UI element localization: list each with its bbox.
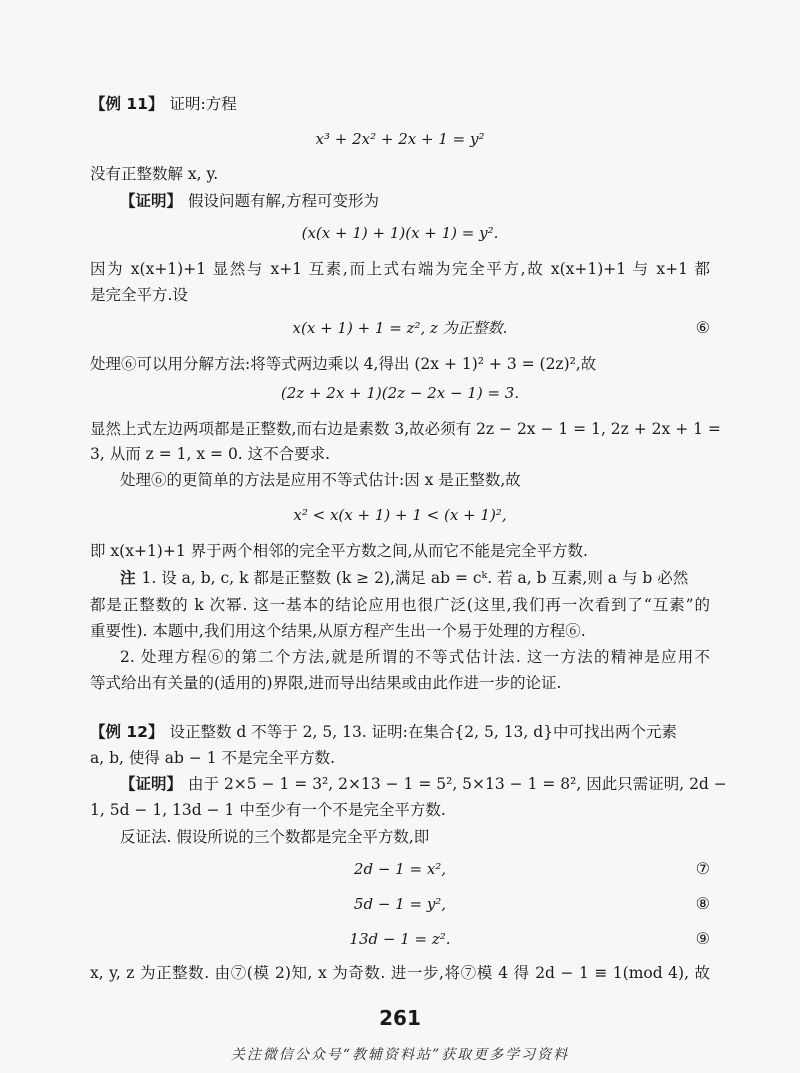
paragraph-line: a, b, 使得 ab − 1 不是完全平方数. bbox=[90, 749, 336, 767]
equation-6-number: ⑥ bbox=[695, 318, 710, 337]
equation-rewrite: (x(x + 1) + 1)(x + 1) = y². bbox=[301, 224, 499, 242]
no-solution-line: 没有正整数解 x, y. bbox=[90, 165, 219, 183]
paragraph-line: 2. 处理方程⑥的第二个方法,就是所谓的不等式估计法. 这一方法的精神是应用不 bbox=[120, 648, 710, 666]
paragraph-line: 重要性). 本题中,我们用这个结果,从原方程产生出一个易于处理的方程⑥. bbox=[90, 622, 586, 640]
equation-inequality: x² < x(x + 1) + 1 < (x + 1)², bbox=[293, 506, 507, 524]
example-11-heading bbox=[90, 93, 710, 115]
example-11-tag: 【例 11】 bbox=[90, 95, 164, 113]
example-12-statement: 设正整数 d 不等于 2, 5, 13. 证明:在集合{2, 5, 13, d}中可找出两个元素 bbox=[169, 723, 678, 741]
proof-12-line bbox=[120, 773, 727, 795]
paragraph-line: 处理⑥可以用分解方法:将等式两边乘以 4,得出 (2x + 1)² + 3 = (2z)²,故 bbox=[90, 355, 597, 373]
note-1-line bbox=[120, 567, 710, 589]
paragraph-line: 等式给出有关量的(适用的)界限,进而导出结果或由此作进一步的论证. bbox=[90, 674, 562, 692]
paragraph-line: 显然上式左边两项都是正整数,而右边是素数 3,故必须有 2z − 2x − 1 = 1, 2z + 2x + 1 = bbox=[90, 420, 721, 438]
equation-6: x(x + 1) + 1 = z², z 为正整数. bbox=[292, 319, 508, 337]
note-tag: 注 bbox=[120, 569, 136, 587]
paragraph-line: 是完全平方.设 bbox=[90, 286, 188, 304]
proof-12-text: 由于 2×5 − 1 = 3², 2×13 − 1 = 5², 5×13 − 1 = 8², 因此只需证明, 2d − bbox=[188, 775, 727, 793]
proof-11-tag: 【证明】 bbox=[120, 192, 183, 210]
proof-11-line bbox=[120, 190, 710, 212]
paragraph-line: 即 x(x+1)+1 界于两个相邻的完全平方数之间,从而它不能是完全平方数. bbox=[90, 542, 588, 560]
paragraph-line: 都是正整数的 k 次幂. 这一基本的结论应用也很广泛(这里,我们再一次看到了“互素”的 bbox=[90, 596, 710, 614]
paragraph-line: 3, 从而 z = 1, x = 0. 这不合要求. bbox=[90, 445, 331, 463]
note-1-text: 1. 设 a, b, c, k 都是正整数 (k ≥ 2),满足 ab = cᵏ. 若 a, b 互素,则 a 与 b 必然 bbox=[141, 569, 689, 587]
paragraph-line: 反证法. 假设所说的三个数都是完全平方数,即 bbox=[120, 828, 430, 846]
paragraph-line: 处理⑥的更简单的方法是应用不等式估计:因 x 是正整数,故 bbox=[120, 471, 521, 489]
equation-9-number: ⑨ bbox=[695, 929, 710, 948]
example-11-intro: 证明:方程 bbox=[169, 95, 237, 113]
equation-factor: (2z + 2x + 1)(2z − 2x − 1) = 3. bbox=[280, 384, 520, 402]
paragraph-line: x, y, z 为正整数. 由⑦(模 2)知, x 为奇数. 进一步,将⑦模 4 得 2d − 1 ≡ 1(mod 4), 故 bbox=[90, 964, 710, 982]
equation-9: 13d − 1 = z². bbox=[349, 930, 451, 948]
proof-11-intro: 假设问题有解,方程可变形为 bbox=[188, 192, 379, 210]
page-number: 261 bbox=[379, 1006, 421, 1030]
equation-7: 2d − 1 = x², bbox=[353, 860, 447, 878]
footer-watermark-text: 关注微信公众号“教辅资料站”获取更多学习资料 bbox=[230, 1047, 570, 1063]
equation-7-number: ⑦ bbox=[695, 859, 710, 878]
equation-8: 5d − 1 = y², bbox=[353, 895, 447, 913]
equation-8-number: ⑧ bbox=[695, 894, 710, 913]
proof-12-tag: 【证明】 bbox=[120, 775, 183, 793]
example-12-tag: 【例 12】 bbox=[90, 723, 164, 741]
paragraph-line: 1, 5d − 1, 13d − 1 中至少有一个不是完全平方数. bbox=[90, 801, 446, 819]
example-12-heading bbox=[90, 721, 710, 743]
paragraph-line: 因为 x(x+1)+1 显然与 x+1 互素,而上式右端为完全平方,故 x(x+1)+1 与 x+1 都 bbox=[90, 260, 710, 278]
equation-main: x³ + 2x² + 2x + 1 = y² bbox=[315, 130, 485, 148]
